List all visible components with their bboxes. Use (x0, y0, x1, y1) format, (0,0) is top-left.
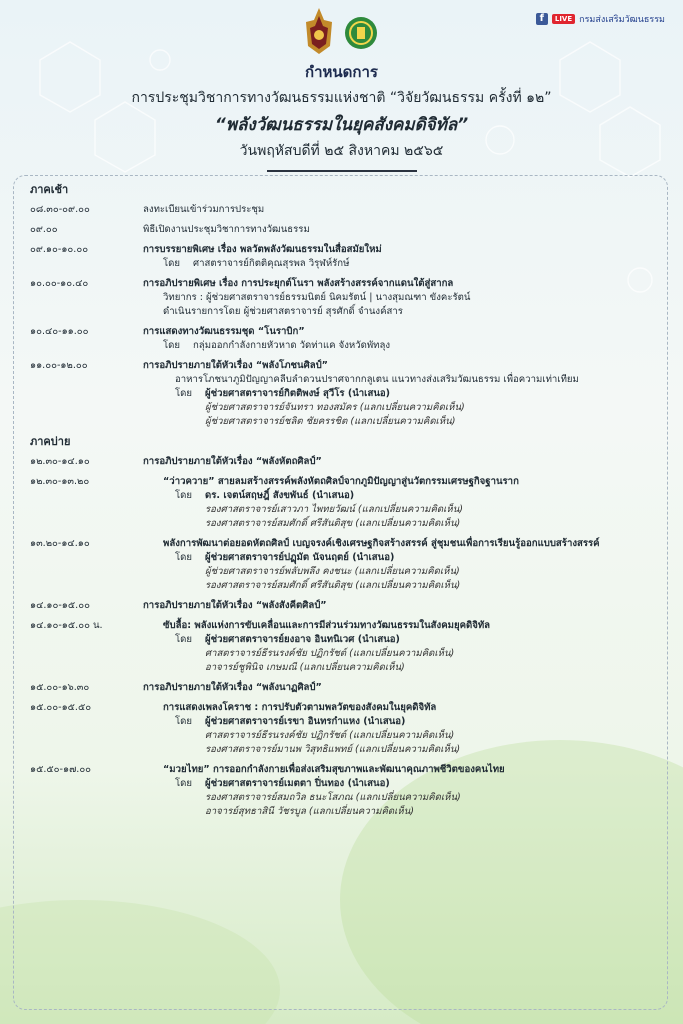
item: พลังการพัฒนาต่อยอดหัตถศิลป์ เบญจรงค์เชิงเศรษฐกิจสร้างสรรค์ สู่ชุมชนเพื่อการเรียนรู้ออกแบบสร้างสรรค์ (163, 538, 600, 549)
speaker-line: โดย ศาสตราจารย์กิตติคุณสุรพล วิรุฬห์รักษ์ (163, 258, 350, 269)
lead-speaker: ผู้ช่วยศาสตราจารย์เมตตา ปิ่นทอง (นำเสนอ) (205, 778, 390, 789)
time: ๑๐.๐๐-๑๐.๔๐ (30, 278, 89, 289)
lead-speaker: ผู้ช่วยศาสตราจารย์ปฏุมัต นัจนฤตย์ (นำเสนอ) (205, 552, 395, 563)
speaker-line: โดย ผู้ช่วยศาสตราจารย์เมตตา ปิ่นทอง (นำเสนอ) (175, 778, 390, 789)
page-name[interactable]: กรมส่งเสริมวัฒนธรรม (579, 15, 665, 25)
discussant: ผู้ช่วยศาสตราจารย์ชลิต ชัยครรชิต (แลกเปลี่ยนความคิดเห็น) (205, 416, 456, 427)
item: การอภิปรายภายใต้หัวเรื่อง “พลังโภชนศิลป์” (143, 360, 328, 371)
facebook-icon[interactable]: f (536, 13, 548, 25)
schedule-row (30, 359, 660, 373)
time: ๐๘.๓๐-๐๙.๐๐ (30, 204, 90, 215)
speaker: กลุ่มออกกำลังกายหัวหาด วัดท่าแค จังหวัดพัทลุง (193, 340, 391, 351)
schedule-row (30, 455, 660, 469)
schedule-row (30, 763, 660, 777)
item: การอภิปรายพิเศษ เรื่อง การประยุกต์โนรา พลังสร้างสรรค์จากแดนใต้สู่สากล (143, 278, 454, 289)
item: การแสดงเพลงโคราช : การปรับตัวตามพลวัตของสังคมในยุคดิจิทัล (163, 702, 437, 713)
schedule-row (30, 599, 660, 613)
afternoon-heading: ภาคบ่าย (30, 435, 71, 448)
schedule (30, 183, 660, 819)
item: การอภิปรายภายใต้หัวเรื่อง “พลังสังคีตศิลป์” (143, 600, 327, 611)
item: การอภิปรายภายใต้หัวเรื่อง “พลังนาฏศิลป์” (143, 682, 322, 693)
conference-name: การประชุมวิชาการทางวัฒนธรรมแห่งชาติ “วิจัยวัฒนธรรม ครั้งที่ ๑๒” (131, 90, 552, 106)
time: ๑๒.๓๐-๑๔.๑๐ (30, 456, 90, 467)
time: ๐๙.๑๐-๑๐.๐๐ (30, 244, 89, 255)
lead-speaker: ผู้ช่วยศาสตราจารย์เรขา อินทรกำแหง (นำเสนอ) (205, 716, 406, 727)
department-logo-icon (344, 16, 378, 50)
speaker-line: โดย ผู้ช่วยศาสตราจารย์เรขา อินทรกำแหง (นำเสนอ) (175, 716, 406, 727)
discussant: รองศาสตราจารย์เสาวภา ไพทยวัฒน์ (แลกเปลี่ยนความคิดเห็น) (205, 504, 464, 515)
schedule-row (30, 223, 660, 237)
discussant: รองศาสตราจารย์สมถวิล ธนะโสภณ (แลกเปลี่ยนความคิดเห็น) (205, 792, 461, 803)
time: ๑๕.๕๐-๑๗.๐๐ (30, 764, 92, 775)
page-title: กำหนดการ (305, 63, 378, 81)
divider (267, 170, 417, 172)
schedule-row (30, 619, 660, 633)
item: ลงทะเบียนเข้าร่วมการประชุม (143, 204, 265, 215)
time: ๑๔.๑๐-๑๕.๐๐ (30, 600, 90, 611)
item: การอภิปรายภายใต้หัวเรื่อง “พลังหัตถศิลป์” (143, 456, 322, 467)
schedule-row (30, 701, 660, 715)
speaker-line: โดย ดร. เจตน์สฤษฎิ์ สังขพันธ์ (นำเสนอ) (175, 490, 355, 501)
lead-speaker: ดร. เจตน์สฤษฎิ์ สังขพันธ์ (นำเสนอ) (205, 490, 355, 501)
discussant: อาจารย์ชูพินิจ เกษมณี (แลกเปลี่ยนความคิดเห็น) (205, 662, 405, 673)
time: ๑๐.๔๐-๑๑.๐๐ (30, 326, 89, 337)
speaker-line: โดย ผู้ช่วยศาสตราจารย์ยงอาจ อินทนิเวศ (นำเสนอ) (175, 634, 400, 645)
time: ๑๑.๐๐-๑๒.๐๐ (30, 360, 88, 371)
discussant: ศาสตราจารย์ธีรนรงค์ชัย ปฏิกรัชต์ (แลกเปลี่ยนความคิดเห็น) (205, 730, 455, 741)
time: ๑๓.๒๐-๑๔.๑๐ (30, 538, 90, 549)
speaker-line: โดย ผู้ช่วยศาสตราจารย์ปฏุมัต นัจนฤตย์ (นำเสนอ) (175, 552, 395, 563)
schedule-row (30, 325, 660, 339)
speaker-line: โดย ผู้ช่วยศาสตราจารย์กิตติพงษ์ สุวีโร (นำเสนอ) (175, 388, 391, 399)
schedule-row (30, 475, 660, 489)
lead-speaker: ผู้ช่วยศาสตราจารย์ยงอาจ อินทนิเวศ (นำเสนอ) (205, 634, 400, 645)
item: การบรรยายพิเศษ เรื่อง พลวัตพลังวัฒนธรรมในสื่อสมัยใหม่ (143, 244, 382, 255)
discussant: ศาสตราจารย์ธีรนรงค์ชัย ปฏิกรัชต์ (แลกเปลี่ยนความคิดเห็น) (205, 648, 455, 659)
item: “ว่าวควาย” สายลมสร้างสรรค์พลังหัตถศิลป์จากภูมิปัญญาสู่นวัตกรรมเศรษฐกิจฐานราก (163, 476, 519, 487)
time: ๐๙.๐๐ (30, 224, 58, 235)
discussant: ผู้ช่วยศาสตราจารย์พลับพลึง คงชนะ (แลกเปลี่ยนความคิดเห็น) (205, 566, 460, 577)
ministry-emblem-icon (302, 6, 336, 56)
item: พิธีเปิดงานประชุมวิชาการทางวัฒนธรรม (143, 224, 310, 235)
speakers: วิทยากร : ผู้ช่วยศาสตราจารย์ธรรมนิตย์ นิคมรัตน์ | นางสุมณฑา ขังคะรัตน์ (163, 292, 471, 303)
live-badge: LIVE (552, 14, 575, 24)
social-bar (536, 12, 665, 26)
morning-heading: ภาคเช้า (30, 183, 69, 196)
speaker-line: โดย กลุ่มออกกำลังกายหัวหาด วัดท่าแค จังหวัดพัทลุง (163, 340, 391, 351)
topic: อาหารโภชนาภูมิปัญญาคลีบลำดวนปราศจากกลูเตน แนวทางส่งเสริมวัฒนธรรม เพื่อความเท่าเทียม (175, 374, 579, 385)
item: ซับลื้อ: พลังแห่งการขับเคลื่อนและการมีส่วนร่วมทางวัฒนธรรมในสังคมยุคดิจิทัล (163, 620, 491, 631)
logos (302, 6, 378, 56)
moderator: ดำเนินรายการโดย ผู้ช่วยศาสตราจารย์ สุรศักดิ์ จำนงค์สาร (163, 306, 403, 317)
time: ๑๕.๐๐-๑๕.๕๐ (30, 702, 92, 713)
time: ๑๔.๑๐-๑๕.๐๐ น. (30, 620, 103, 631)
event-date: วันพฤหัสบดีที่ ๒๕ สิงหาคม ๒๕๖๕ (239, 143, 444, 159)
discussant: อาจารย์สุทธาสินี วัชรบูล (แลกเปลี่ยนความคิดเห็น) (205, 806, 414, 817)
time: ๑๕.๐๐-๑๖.๓๐ (30, 682, 90, 693)
item: “มวยไทย” การออกกำลังกายเพื่อส่งเสริมสุขภาพและพัฒนาคุณภาพชีวิตของคนไทย (163, 764, 505, 775)
schedule-row (30, 537, 660, 551)
discussant: ผู้ช่วยศาสตราจารย์จันทรา ทองสมัคร (แลกเปลี่ยนความคิดเห็น) (205, 402, 465, 413)
lead-speaker: ผู้ช่วยศาสตราจารย์กิตติพงษ์ สุวีโร (นำเสนอ) (205, 388, 391, 399)
schedule-row (30, 243, 660, 257)
schedule-row (30, 203, 660, 217)
page-header (0, 60, 683, 172)
discussant: รองศาสตราจารย์สมศักดิ์ ศรีสันติสุข (แลกเปลี่ยนความคิดเห็น) (205, 518, 461, 529)
conference-theme: “พลังวัฒนธรรมในยุคสังคมดิจิทัล” (214, 115, 469, 135)
time: ๑๒.๓๐-๑๓.๒๐ (30, 476, 90, 487)
item: การแสดงทางวัฒนธรรมชุด “โนราบิก” (143, 326, 305, 337)
speaker: ศาสตราจารย์กิตติคุณสุรพล วิรุฬห์รักษ์ (193, 258, 350, 269)
schedule-row (30, 277, 660, 291)
discussant: รองศาสตราจารย์มานพ วิสุทธิแพทย์ (แลกเปลี่ยนความคิดเห็น) (205, 744, 461, 755)
discussant: รองศาสตราจารย์สมศักดิ์ ศรีสันติสุข (แลกเปลี่ยนความคิดเห็น) (205, 580, 461, 591)
schedule-row (30, 681, 660, 695)
